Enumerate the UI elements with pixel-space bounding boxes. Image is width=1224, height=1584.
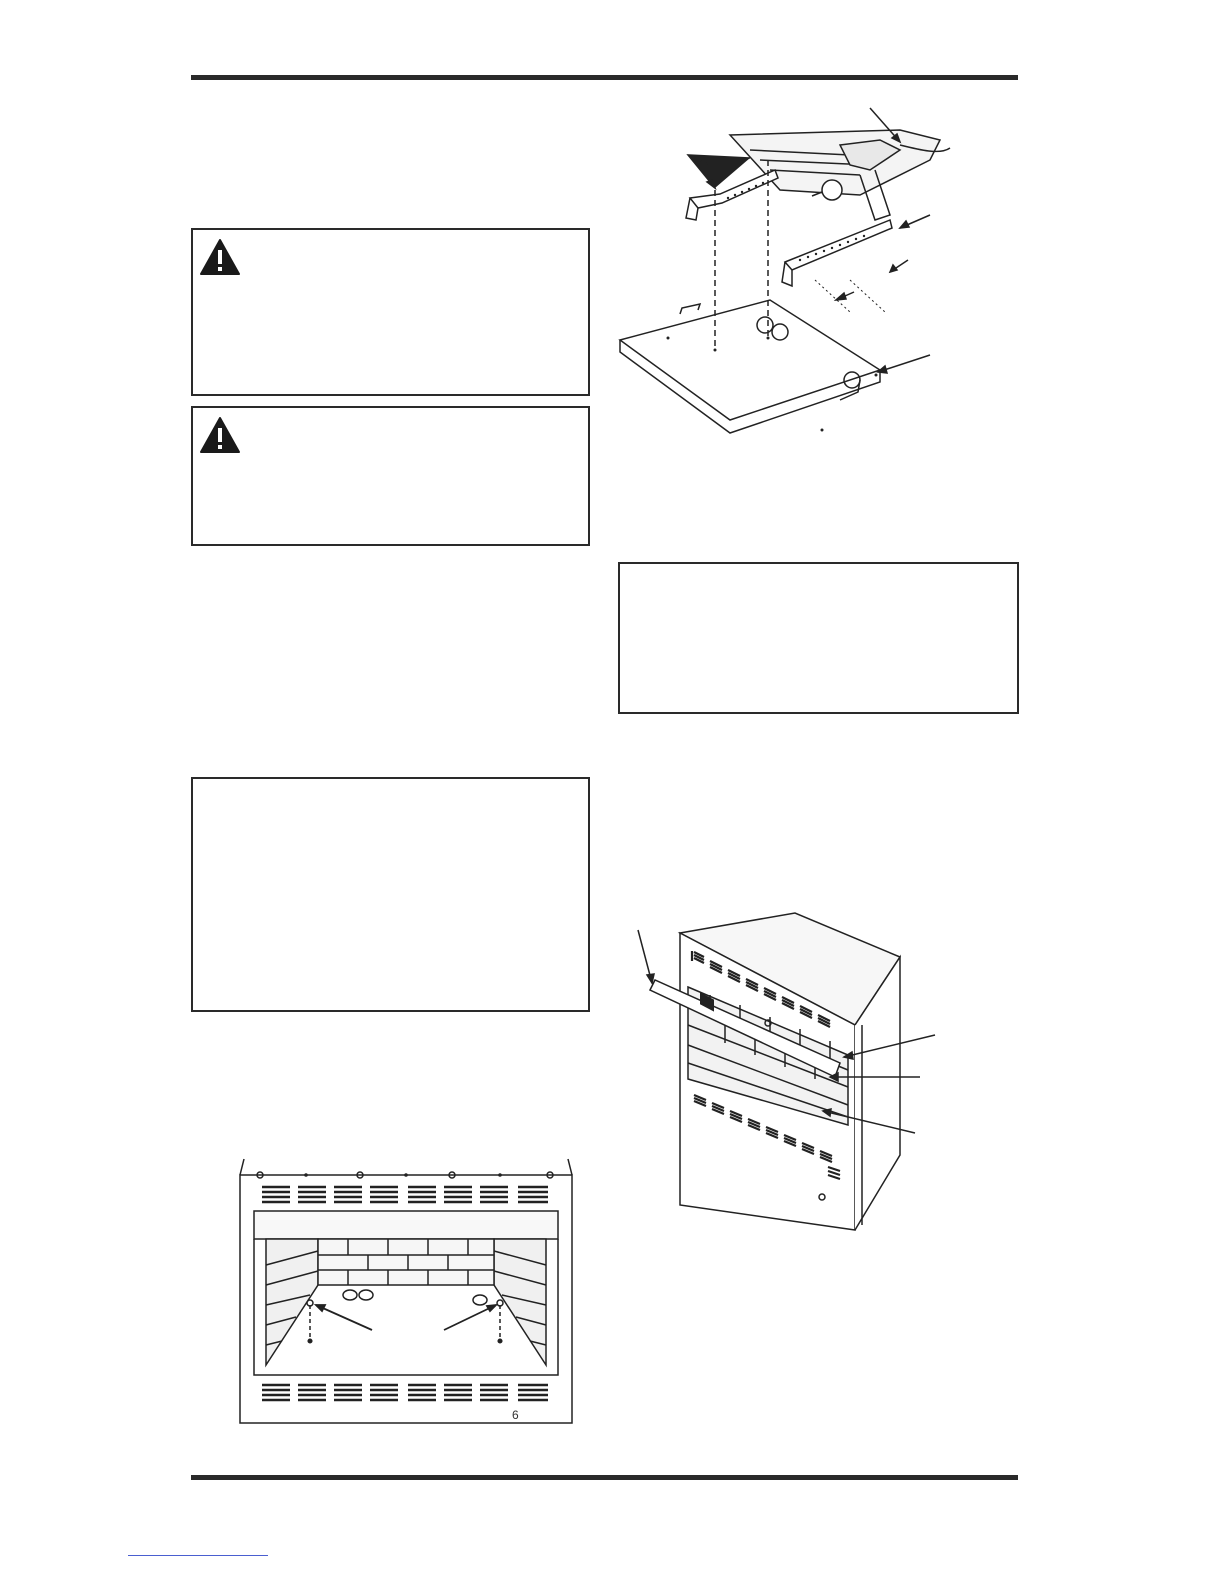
warning-box-1 <box>191 228 590 396</box>
note-box-left <box>191 777 590 1012</box>
fireplace-hood-diagram <box>630 905 950 1235</box>
note-box-right <box>618 562 1019 714</box>
fireplace-front-diagram <box>238 1155 574 1427</box>
warning-box-2 <box>191 406 590 546</box>
footer-rule <box>191 1475 1018 1480</box>
figure-number-label: 6 <box>512 1408 519 1422</box>
warning-triangle-icon <box>199 238 241 276</box>
footer-link[interactable] <box>128 1555 268 1556</box>
header-rule <box>191 75 1018 80</box>
burner-bracket-diagram <box>600 100 960 480</box>
warning-triangle-icon <box>199 416 241 454</box>
